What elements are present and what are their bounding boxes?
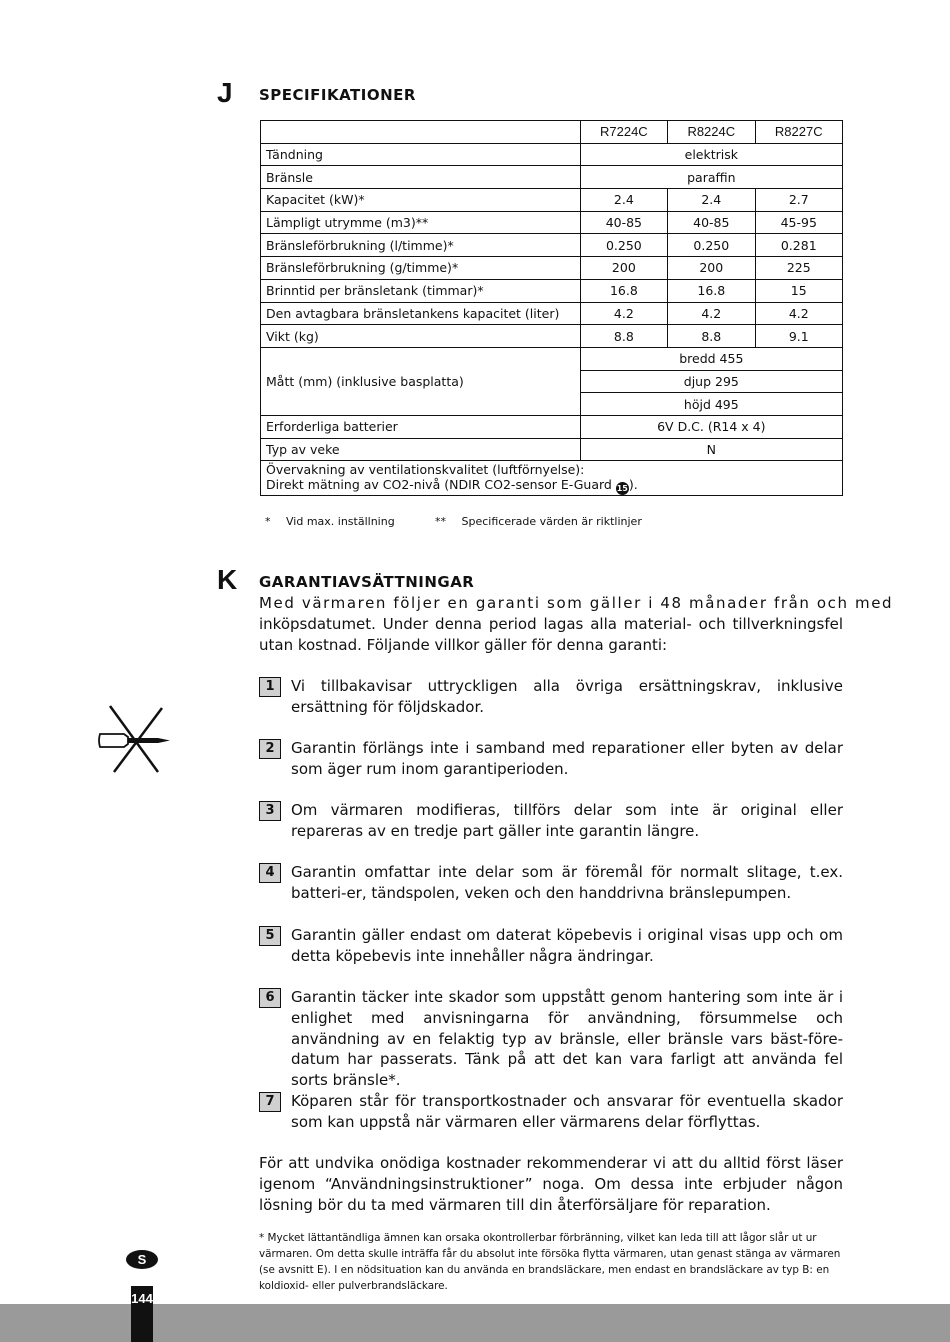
row-value: 2.4 [668,189,755,212]
ventilation-text: Direkt mätning av CO2-nivå (NDIR CO2-sensor E-Guard [266,477,616,493]
footnote-2 [435,515,642,528]
row-value: 8.8 [668,325,755,348]
row-value: 200 [580,257,667,280]
row-label: Brinntid per bränsletank (timmar)* [261,279,581,302]
section-j-title: SPECIFIKATIONER [259,86,416,104]
model-header: R8227C [755,121,842,144]
dimension-height: höjd 495 [580,393,842,416]
row-label: Kapacitet (kW)* [261,189,581,212]
row-value: 0.250 [668,234,755,257]
ventilation-note [261,461,843,496]
table-row [261,166,843,189]
row-value: 40-85 [668,211,755,234]
row-value: 0.281 [755,234,842,257]
row-value: 200 [668,257,755,280]
row-value: 2.7 [755,189,842,212]
spec-table [260,120,843,496]
closing-paragraph: För att undvika onödiga kostnader rekommenderar vi att du alltid först läser igenom “Användningsinstruktioner” noga. Om dessa inte erbjuder någon lösning bör du ta med värmaren till din återförsäljare för reparation. [259,1154,843,1214]
row-value: 16.8 [668,279,755,302]
item-text: Garantin täcker inte skador som uppstått genom hantering som inte är i enlighet med anvisningarna för användning, försummelse och användning av en felaktig typ av bränsle, eller bränsle vars bäst-före-datum har passerats. Tänk på att det kan vara farligt att använda fel sorts bränsle*. [291,988,843,1090]
model-header: R8224C [668,121,755,144]
row-label: Vikt (kg) [261,325,581,348]
screwdriver-crossed-icon [96,702,176,778]
footnote-1 [265,515,395,528]
footnote-text: Specificerade värden är riktlinjer [461,515,642,528]
table-row [261,302,843,325]
row-value: elektrisk [580,143,842,166]
table-row [261,189,843,212]
item-number: 4 [259,863,281,883]
row-label: Mått (mm) (inklusive basplatta) [261,347,581,415]
row-value: N [580,438,842,461]
section-k-letter: K [217,564,238,595]
item-text: Om värmaren modifieras, tillförs delar som inte är original eller repareras av en tredje part gäller inte garantin längre. [291,801,843,840]
item-text: Köparen står för transportkostnader och ansvarar för eventuella skador som kan uppstå när värmaren eller värmarens delar förflyttas. [291,1092,843,1131]
table-row [261,143,843,166]
dimension-depth: djup 295 [580,370,842,393]
row-value: 15 [755,279,842,302]
row-label: Den avtagbara bränsletankens kapacitet (liter) [261,302,581,325]
item-text: Garantin omfattar inte delar som är föremål för normalt slitage, t.ex. batteri-er, tändspolen, veken och den handdrivna bränslepumpen. [291,863,843,902]
intro-text: inköpsdatumet. Under denna period lagas alla material- och tillverkningsfel utan kostnad. Följande villkor gäller för denna garanti: [259,615,843,654]
item-text: Vi tillbakavisar uttryckligen alla övriga ersättningskrav, inklusive ersättning för följdskador. [291,677,843,716]
row-label: Typ av veke [261,438,581,461]
table-row [261,461,843,496]
item-number: 6 [259,988,281,1008]
row-value: 4.2 [668,302,755,325]
intro-line-1: Med värmaren följer en garanti som gäller i 48 månader från och med [259,594,894,612]
item-number: 5 [259,926,281,946]
fine-print: * Mycket lättantändliga ämnen kan orsaka okontrollerbar förbränning, vilket kan leda till att lågor slår ut ur värmaren. Om detta skulle inträffa får du absolut inte försöka flytta värmaren, utan genast stänga av värmaren (se avsnitt E). I en nödsituation kan du använda en brandsläckare, men endast en brandsläckare av typ B: en koldioxid- eller pulverbrandsläckare. [259,1232,841,1292]
item-number: 2 [259,739,281,759]
row-value: 4.2 [580,302,667,325]
table-row [261,234,843,257]
item-number: 3 [259,801,281,821]
row-value: 4.2 [755,302,842,325]
table-corner-cell [261,121,581,144]
table-row [261,347,843,370]
item-text: Garantin gäller endast om daterat köpebevis i original visas upp och om detta köpebevis inte innehåller några ändringar. [291,926,843,965]
section-j-letter: J [217,77,233,108]
row-label: Bränsleförbrukning (l/timme)* [261,234,581,257]
row-value: 8.8 [580,325,667,348]
row-value: paraffin [580,166,842,189]
row-value: 6V D.C. (R14 x 4) [580,415,842,438]
footnote-mark: * [265,515,271,528]
table-header-row [261,121,843,144]
row-label: Lämpligt utrymme (m3)** [261,211,581,234]
ventilation-line-2 [266,477,837,495]
table-row [261,438,843,461]
row-label: Bränsle [261,166,581,189]
row-value: 45-95 [755,211,842,234]
row-value: 225 [755,257,842,280]
language-badge: S [126,1250,158,1269]
item-number: 1 [259,677,281,697]
row-label: Bränsleförbrukning (g/timme)* [261,257,581,280]
section-k-title: GARANTIAVSÄTTNINGAR [259,573,475,591]
table-row [261,325,843,348]
row-value: 0.250 [580,234,667,257]
footnote-text: Vid max. inställning [286,515,395,528]
table-row [261,257,843,280]
row-label: Tändning [261,143,581,166]
row-value: 9.1 [755,325,842,348]
row-label: Erforderliga batterier [261,415,581,438]
table-row [261,279,843,302]
page-number: 144 [131,1291,153,1306]
table-row [261,415,843,438]
item-text: Garantin förlängs inte i samband med reparationer eller byten av delar som äger rum inom garantiperioden. [291,739,843,778]
footnote-mark: ** [435,515,446,528]
row-value: 16.8 [580,279,667,302]
table-row [261,211,843,234]
row-value: 2.4 [580,189,667,212]
circled-number-icon: 15 [616,484,628,494]
row-value: 40-85 [580,211,667,234]
ventilation-text-end: ). [628,477,638,493]
ventilation-line-1: Övervakning av ventilationskvalitet (luftförnyelse): [266,462,585,478]
dimension-width: bredd 455 [580,347,842,370]
model-header: R7224C [580,121,667,144]
item-number: 7 [259,1092,281,1112]
